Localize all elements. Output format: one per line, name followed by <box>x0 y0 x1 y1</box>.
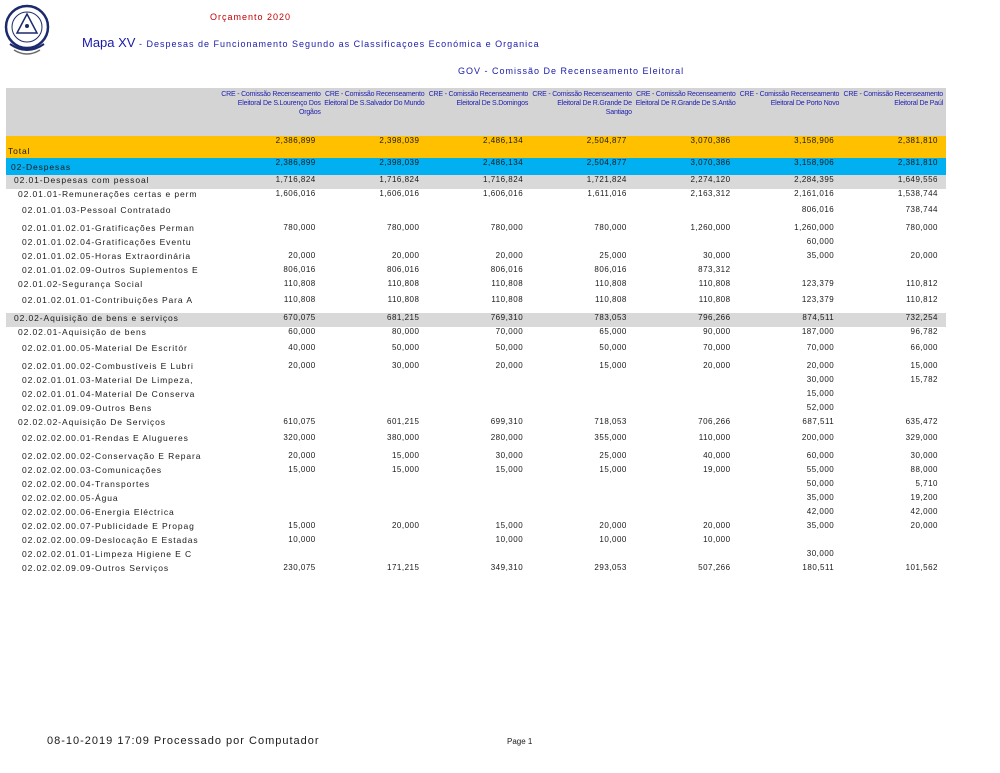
row-label: 02.02.01-Aquisição de bens <box>18 327 147 337</box>
processed-timestamp: 08-10-2019 17:09 Processado por Computador <box>47 735 320 747</box>
value-cell <box>324 403 428 417</box>
map-subtitle: - Despesas de Funcionamento Segundo as Classificaçoes Económica e Organica <box>135 39 540 49</box>
value-cell: 320,000 <box>283 433 316 442</box>
value-cell <box>427 549 531 563</box>
map-label: Mapa XV <box>82 35 136 50</box>
value-cell: 110,000 <box>698 433 731 442</box>
value-cell: 1,260,000 <box>690 223 731 232</box>
value-cell <box>531 403 635 417</box>
value-cell: 20,000 <box>599 521 627 530</box>
value-cell: 30,000 <box>495 451 524 460</box>
value-cell: 699,310 <box>490 417 524 426</box>
row-label: 02.01-Despesas com pessoal <box>6 175 220 189</box>
column-header: CRE - Comissão Recenseamento Eleitoral De Porto Novo <box>739 88 843 136</box>
value-cell: 796,266 <box>635 313 739 327</box>
table-row <box>6 563 946 577</box>
value-cell: 718,053 <box>594 417 627 426</box>
table-row <box>6 465 946 479</box>
value-cell: 349,310 <box>490 563 524 572</box>
table-row <box>6 279 946 295</box>
value-cell: 873,312 <box>698 265 731 274</box>
value-cell: 2,504,877 <box>531 136 635 158</box>
value-cell: 2,161,016 <box>794 189 835 198</box>
value-cell <box>427 479 531 493</box>
table-row <box>6 493 946 507</box>
value-cell: 110,808 <box>491 279 524 288</box>
value-cell <box>427 205 531 223</box>
table-row <box>6 265 946 279</box>
value-cell: 20,000 <box>910 521 938 530</box>
value-cell: 20,000 <box>806 361 835 370</box>
value-cell: 96,782 <box>910 327 938 336</box>
value-cell: 780,000 <box>905 223 938 232</box>
value-cell: 40,000 <box>703 451 731 460</box>
value-cell <box>739 265 843 279</box>
table-row <box>6 507 946 521</box>
column-header: CRE - Comissão Recenseamento Eleitoral De Paúl <box>842 88 946 136</box>
value-cell: 15,782 <box>910 375 938 384</box>
page-title <box>82 35 540 50</box>
value-cell <box>635 507 739 521</box>
value-cell: 65,000 <box>599 327 627 336</box>
value-cell <box>324 507 428 521</box>
value-cell: 25,000 <box>599 451 627 460</box>
value-cell: 20,000 <box>703 521 731 530</box>
value-cell <box>427 403 531 417</box>
value-cell: 874,511 <box>739 313 843 327</box>
value-cell: 15,000 <box>391 451 420 460</box>
value-cell <box>427 375 531 389</box>
value-cell: 610,075 <box>283 417 316 426</box>
value-cell: 15,000 <box>391 465 420 474</box>
value-cell: 3,158,906 <box>739 158 843 175</box>
value-cell <box>842 389 946 403</box>
value-cell: 25,000 <box>599 251 627 260</box>
row-label: 02.02.02.00.04-Transportes <box>22 479 150 489</box>
value-cell: 2,274,120 <box>635 175 739 189</box>
table-row <box>6 205 946 223</box>
value-cell: 1,538,744 <box>897 189 938 198</box>
value-cell: 355,000 <box>594 433 627 442</box>
table-row <box>6 417 946 433</box>
value-cell: 780,000 <box>387 223 420 232</box>
value-cell: 2,386,899 <box>220 158 324 175</box>
column-header: CRE - Comissão Recenseamento Eleitoral De R.Grande De Santiago <box>531 88 635 136</box>
column-header: CRE - Comissão Recenseamento Eleitoral De S.Domingos <box>427 88 531 136</box>
value-cell <box>324 535 428 549</box>
row-label: 02.01.01.02.05-Horas Extraordinária <box>22 251 191 261</box>
table-body <box>6 136 946 577</box>
value-cell <box>531 237 635 251</box>
row-label: 02.02.01.09.09-Outros Bens <box>22 403 153 413</box>
value-cell: 706,266 <box>698 417 731 426</box>
row-label: 02.02.02.00.07-Publicidade E Propag <box>22 521 195 531</box>
row-label: 02.01.01-Remunerações certas e perm <box>18 189 198 199</box>
value-cell: 2,381,810 <box>842 158 946 175</box>
value-cell: 2,486,134 <box>427 136 531 158</box>
row-label: 02.02.01.00.02-Combustíveis E Lubri <box>22 361 194 371</box>
value-cell <box>324 205 428 223</box>
value-cell: 230,075 <box>283 563 316 572</box>
value-cell <box>220 507 324 521</box>
value-cell <box>635 403 739 417</box>
value-cell: 1,716,824 <box>427 175 531 189</box>
value-cell: 110,808 <box>283 295 316 304</box>
value-cell <box>531 507 635 521</box>
value-cell: 110,808 <box>283 279 316 288</box>
table-row <box>6 343 946 361</box>
value-cell <box>220 549 324 563</box>
table-row <box>6 521 946 535</box>
row-label: 02.02.02.00.03-Comunicações <box>22 465 163 475</box>
table-row <box>6 295 946 313</box>
value-cell: 30,000 <box>910 451 938 460</box>
table-row <box>6 223 946 237</box>
table-row <box>6 237 946 251</box>
table-row <box>6 158 946 175</box>
value-cell: 1,606,016 <box>483 189 524 198</box>
value-cell <box>842 535 946 549</box>
value-cell <box>635 375 739 389</box>
value-cell: 780,000 <box>490 223 524 232</box>
value-cell: 19,000 <box>703 465 731 474</box>
value-cell: 1,611,016 <box>587 189 627 198</box>
value-cell <box>635 389 739 403</box>
value-cell: 2,504,877 <box>531 158 635 175</box>
value-cell: 30,000 <box>391 361 420 370</box>
value-cell: 635,472 <box>905 417 938 426</box>
value-cell <box>324 493 428 507</box>
value-cell: 123,379 <box>801 279 835 288</box>
value-cell: 15,000 <box>288 465 316 474</box>
value-cell: 2,486,134 <box>427 158 531 175</box>
row-label: 02.02.02.00.09-Deslocação E Estadas <box>22 535 199 545</box>
value-cell: 507,266 <box>698 563 731 572</box>
value-cell: 1,649,556 <box>842 175 946 189</box>
row-label: Total <box>6 136 220 158</box>
budget-table <box>6 88 946 577</box>
value-cell: 5,710 <box>915 479 938 488</box>
value-cell: 30,000 <box>806 375 835 384</box>
row-label: 02.01.01.02.09-Outros Suplementos E <box>22 265 199 275</box>
value-cell <box>635 205 739 223</box>
table-row <box>6 375 946 389</box>
row-label: 02.02.02-Aquisição De Serviços <box>18 417 166 427</box>
value-cell: 769,310 <box>427 313 531 327</box>
row-label: 02.02.02.09.09-Outros Serviços <box>22 563 170 573</box>
value-cell <box>324 375 428 389</box>
value-cell: 35,000 <box>806 521 835 530</box>
value-cell: 783,053 <box>531 313 635 327</box>
value-cell: 10,000 <box>703 535 731 544</box>
value-cell: 780,000 <box>594 223 627 232</box>
value-cell: 80,000 <box>391 327 420 336</box>
value-cell: 110,808 <box>387 295 420 304</box>
value-cell: 2,398,039 <box>324 158 428 175</box>
value-cell: 20,000 <box>391 251 420 260</box>
value-cell: 1,716,824 <box>220 175 324 189</box>
value-cell: 20,000 <box>288 251 316 260</box>
value-cell: 380,000 <box>387 433 420 442</box>
value-cell: 30,000 <box>806 549 835 558</box>
table-row <box>6 361 946 375</box>
value-cell <box>220 403 324 417</box>
row-label: 02.01.02-Segurança Social <box>18 279 144 289</box>
table-row <box>6 389 946 403</box>
row-label: 02.01.01.03-Pessoal Contratado <box>22 205 172 215</box>
value-cell: 19,200 <box>910 493 938 502</box>
value-cell: 806,016 <box>594 265 627 274</box>
value-cell: 806,016 <box>387 265 420 274</box>
value-cell <box>531 375 635 389</box>
value-cell: 42,000 <box>806 507 835 516</box>
value-cell: 1,721,824 <box>531 175 635 189</box>
row-label: 02.01.01.02.01-Gratificações Perman <box>22 223 195 233</box>
value-cell: 110,812 <box>906 279 938 288</box>
value-cell: 110,808 <box>698 295 731 304</box>
value-cell <box>220 479 324 493</box>
value-cell: 52,000 <box>806 403 835 412</box>
table-row <box>6 251 946 265</box>
value-cell: 280,000 <box>490 433 524 442</box>
value-cell: 681,215 <box>324 313 428 327</box>
value-cell: 780,000 <box>283 223 316 232</box>
value-cell: 30,000 <box>703 251 731 260</box>
value-cell: 88,000 <box>910 465 938 474</box>
value-cell <box>427 493 531 507</box>
value-cell: 2,163,312 <box>690 189 731 198</box>
table-row <box>6 403 946 417</box>
value-cell <box>531 493 635 507</box>
value-cell: 1,606,016 <box>379 189 420 198</box>
value-cell: 20,000 <box>288 451 316 460</box>
value-cell: 35,000 <box>806 251 835 260</box>
value-cell <box>220 493 324 507</box>
value-cell <box>635 479 739 493</box>
value-cell <box>842 403 946 417</box>
value-cell: 110,808 <box>491 295 524 304</box>
value-cell: 2,284,395 <box>739 175 843 189</box>
value-cell: 2,386,899 <box>220 136 324 158</box>
value-cell <box>531 549 635 563</box>
value-cell: 123,379 <box>801 295 835 304</box>
table-row <box>6 451 946 465</box>
value-cell: 60,000 <box>806 237 835 246</box>
table-row <box>6 535 946 549</box>
value-cell: 329,000 <box>905 433 938 442</box>
value-cell: 110,808 <box>387 279 420 288</box>
column-header: CRE - Comissão Recenseamento Eleitoral De S.Salvador Do Mundo <box>324 88 428 136</box>
table-row <box>6 175 946 189</box>
value-cell: 15,000 <box>599 361 627 370</box>
table-row <box>6 327 946 343</box>
row-label: 02.02.02.00.01-Rendas E Alugueres <box>22 433 189 443</box>
value-cell <box>842 265 946 279</box>
value-cell: 601,215 <box>387 417 420 426</box>
value-cell: 20,000 <box>391 521 420 530</box>
value-cell <box>739 535 843 549</box>
value-cell: 2,398,039 <box>324 136 428 158</box>
table-row <box>6 136 946 158</box>
value-cell: 101,562 <box>905 563 938 572</box>
value-cell: 70,000 <box>703 343 731 352</box>
value-cell <box>324 549 428 563</box>
table-row <box>6 479 946 493</box>
value-cell: 1,260,000 <box>794 223 835 232</box>
row-label: 02.02.02.00.05-Água <box>22 493 119 503</box>
value-cell: 3,070,386 <box>635 158 739 175</box>
value-cell: 293,053 <box>594 563 627 572</box>
value-cell <box>427 507 531 521</box>
value-cell <box>220 237 324 251</box>
value-cell <box>635 493 739 507</box>
value-cell: 110,808 <box>595 279 627 288</box>
budget-year: Orçamento 2020 <box>210 12 292 22</box>
row-label: 02.02.02.00.02-Conservação E Repara <box>22 451 202 461</box>
value-cell: 10,000 <box>599 535 627 544</box>
value-cell: 110,808 <box>595 295 627 304</box>
value-cell: 806,016 <box>801 205 835 214</box>
value-cell: 110,808 <box>698 279 731 288</box>
value-cell <box>842 237 946 251</box>
value-cell: 10,000 <box>288 535 316 544</box>
value-cell: 15,000 <box>495 521 524 530</box>
value-cell: 20,000 <box>910 251 938 260</box>
table-row <box>6 549 946 563</box>
value-cell: 70,000 <box>806 343 835 352</box>
organization-title: GOV - Comissão De Recenseamento Eleitoral <box>458 66 685 76</box>
table-row <box>6 433 946 451</box>
value-cell <box>220 389 324 403</box>
value-cell: 15,000 <box>806 389 835 398</box>
value-cell: 15,000 <box>599 465 627 474</box>
table-row <box>6 313 946 327</box>
column-header: CRE - Comissão Recenseamento Eleitoral De S.Lourenço Dos Orgãos <box>220 88 324 136</box>
table-header-row <box>6 88 946 136</box>
value-cell: 732,254 <box>842 313 946 327</box>
value-cell <box>635 549 739 563</box>
value-cell <box>427 389 531 403</box>
row-label: 02-Despesas <box>6 158 220 175</box>
value-cell: 738,744 <box>905 205 938 214</box>
table-row <box>6 189 946 205</box>
value-cell <box>635 237 739 251</box>
column-header: CRE - Comissão Recenseamento Eleitoral De R.Grande De S.Antão <box>635 88 739 136</box>
value-cell: 66,000 <box>910 343 938 352</box>
value-cell: 20,000 <box>288 361 316 370</box>
value-cell: 70,000 <box>495 327 524 336</box>
row-label: 02.02-Aquisição de bens e serviços <box>6 313 220 327</box>
value-cell: 55,000 <box>806 465 835 474</box>
value-cell <box>427 237 531 251</box>
value-cell: 50,000 <box>495 343 524 352</box>
value-cell: 180,511 <box>802 563 835 572</box>
header-blank-cell <box>6 88 220 136</box>
row-label: 02.02.01.01.04-Material De Conserva <box>22 389 196 399</box>
value-cell: 187,000 <box>801 327 835 336</box>
value-cell: 42,000 <box>910 507 938 516</box>
value-cell: 806,016 <box>490 265 524 274</box>
page-number: Page 1 <box>507 737 533 746</box>
value-cell <box>220 375 324 389</box>
row-label: 02.02.02.01.01-Limpeza Higiene E C <box>22 549 192 559</box>
value-cell: 670,075 <box>220 313 324 327</box>
row-label: 02.02.01.01.03-Material De Limpeza, <box>22 375 194 385</box>
row-label: 02.01.02.01.01-Contribuições Para A <box>22 295 193 305</box>
value-cell <box>842 549 946 563</box>
value-cell: 110,812 <box>906 295 938 304</box>
row-label: 02.02.02.00.06-Energia Eléctrica <box>22 507 175 517</box>
value-cell <box>220 205 324 223</box>
value-cell: 15,000 <box>910 361 938 370</box>
value-cell <box>531 389 635 403</box>
value-cell: 171,215 <box>387 563 420 572</box>
value-cell: 1,606,016 <box>275 189 316 198</box>
row-label: 02.01.01.02.04-Gratificações Eventu <box>22 237 192 247</box>
value-cell: 3,070,386 <box>635 136 739 158</box>
value-cell: 3,158,906 <box>739 136 843 158</box>
value-cell <box>531 205 635 223</box>
value-cell: 50,000 <box>391 343 420 352</box>
value-cell: 1,716,824 <box>324 175 428 189</box>
value-cell: 2,381,810 <box>842 136 946 158</box>
row-label: 02.02.01.00.05-Material De Escritór <box>22 343 188 353</box>
value-cell <box>531 479 635 493</box>
value-cell <box>324 237 428 251</box>
value-cell: 687,511 <box>802 417 835 426</box>
value-cell: 90,000 <box>703 327 731 336</box>
value-cell: 35,000 <box>806 493 835 502</box>
value-cell: 15,000 <box>288 521 316 530</box>
value-cell: 50,000 <box>806 479 835 488</box>
value-cell <box>324 479 428 493</box>
value-cell: 20,000 <box>495 251 524 260</box>
value-cell <box>324 389 428 403</box>
value-cell: 40,000 <box>288 343 316 352</box>
value-cell: 10,000 <box>495 535 524 544</box>
value-cell: 60,000 <box>288 327 316 336</box>
value-cell: 20,000 <box>703 361 731 370</box>
coat-of-arms-logo <box>4 4 50 58</box>
value-cell: 20,000 <box>495 361 524 370</box>
value-cell: 806,016 <box>283 265 316 274</box>
value-cell: 60,000 <box>806 451 835 460</box>
value-cell: 50,000 <box>599 343 627 352</box>
value-cell: 200,000 <box>801 433 835 442</box>
value-cell: 15,000 <box>495 465 524 474</box>
